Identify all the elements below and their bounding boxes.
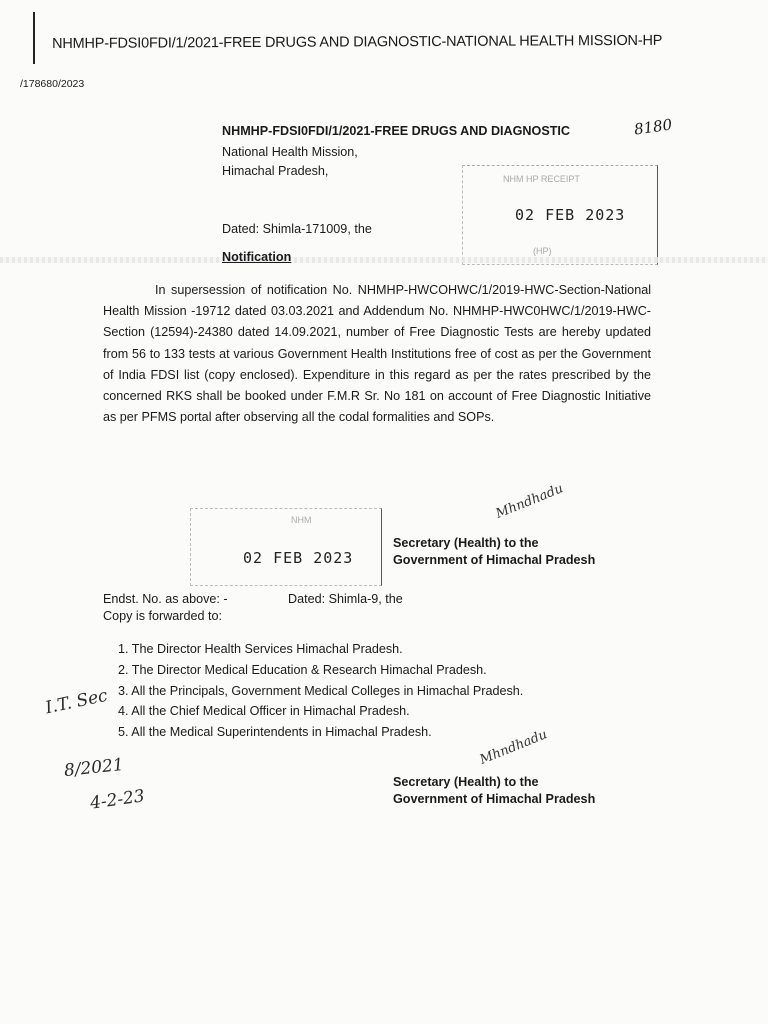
endorsement-number: Endst. No. as above: - [103, 592, 228, 606]
endorsement-dated: Dated: Shimla-9, the [288, 592, 403, 606]
scan-artifact [0, 257, 768, 263]
file-number: /178680/2023 [20, 78, 85, 90]
list-item: 2. The Director Medical Education & Research Himachal Pradesh. [118, 662, 487, 677]
notification-title: Notification [222, 250, 292, 264]
handwritten-reference: 8180 [632, 115, 674, 139]
recipient-list [118, 639, 523, 743]
stamp-date: 02 FEB 2023 [243, 549, 354, 567]
handwritten-note: 8/2021 [63, 754, 125, 782]
receipt-stamp: NHM HP RECEIPT 02 FEB 2023 (HP) [462, 165, 658, 265]
reference-number: NHMHP-FDSI0FDI/1/2021-FREE DRUGS AND DIAGNOSTIC [222, 124, 571, 138]
dispatch-stamp: NHM 02 FEB 2023 [190, 508, 382, 586]
stamp-date: 02 FEB 2023 [515, 206, 626, 224]
secretary-office: Government of Himachal Pradesh [393, 553, 596, 567]
copy-forwarded: Copy is forwarded to: [103, 609, 222, 623]
secretary-title: Secretary (Health) to the [393, 536, 539, 550]
signature: Mhndhadu [493, 481, 566, 522]
list-item: 5. All the Medical Superintendents in Himachal Pradesh. [118, 725, 432, 740]
margin-mark [33, 12, 35, 64]
dated-line: Dated: Shimla-171009, the [222, 222, 372, 236]
signature: Mhndhadu [477, 727, 550, 768]
list-item: 4. All the Chief Medical Officer in Himachal Pradesh. [118, 704, 410, 719]
document-header: NHMHP-FDSI0FDI/1/2021-FREE DRUGS AND DIAGNOSTIC-NATIONAL HEALTH MISSION-HP [52, 32, 663, 52]
list-item: 3. All the Principals, Government Medical Colleges in Himachal Pradesh. [118, 683, 524, 698]
secretary-office: Government of Himachal Pradesh [393, 792, 596, 806]
handwritten-note: I.T. Sec [43, 685, 110, 719]
handwritten-date: 4-2-23 [88, 786, 146, 814]
list-item: 1. The Director Health Services Himachal Pradesh. [118, 642, 403, 656]
org-line-1: National Health Mission, [222, 145, 358, 159]
org-line-2: Himachal Pradesh, [222, 164, 329, 178]
notification-body: In supersession of notification No. NHMHP-HWCOHWC/1/2019-HWC-Section-National Health Mission -19712 dated 03.03.2021 and Addendum No. NHMHP-HWC0HWC/1/2019-HWC-Section (12594)-24380 dated 14.09.2021, number of Free Diagnostic Tests are hereby updated from 56 to 133 tests at various Government Health Institutions free of cost as per the Government of India FDSI list (copy enclosed). Expenditure in this regard as per the rates prescribed by the concerned RKS shall be booked under F.M.R Sr. No 181 on account of Free Diagnostic Initiative as per PFMS portal after observing all the codal formalities and SOPs. [103, 283, 651, 425]
secretary-title: Secretary (Health) to the [393, 775, 539, 789]
